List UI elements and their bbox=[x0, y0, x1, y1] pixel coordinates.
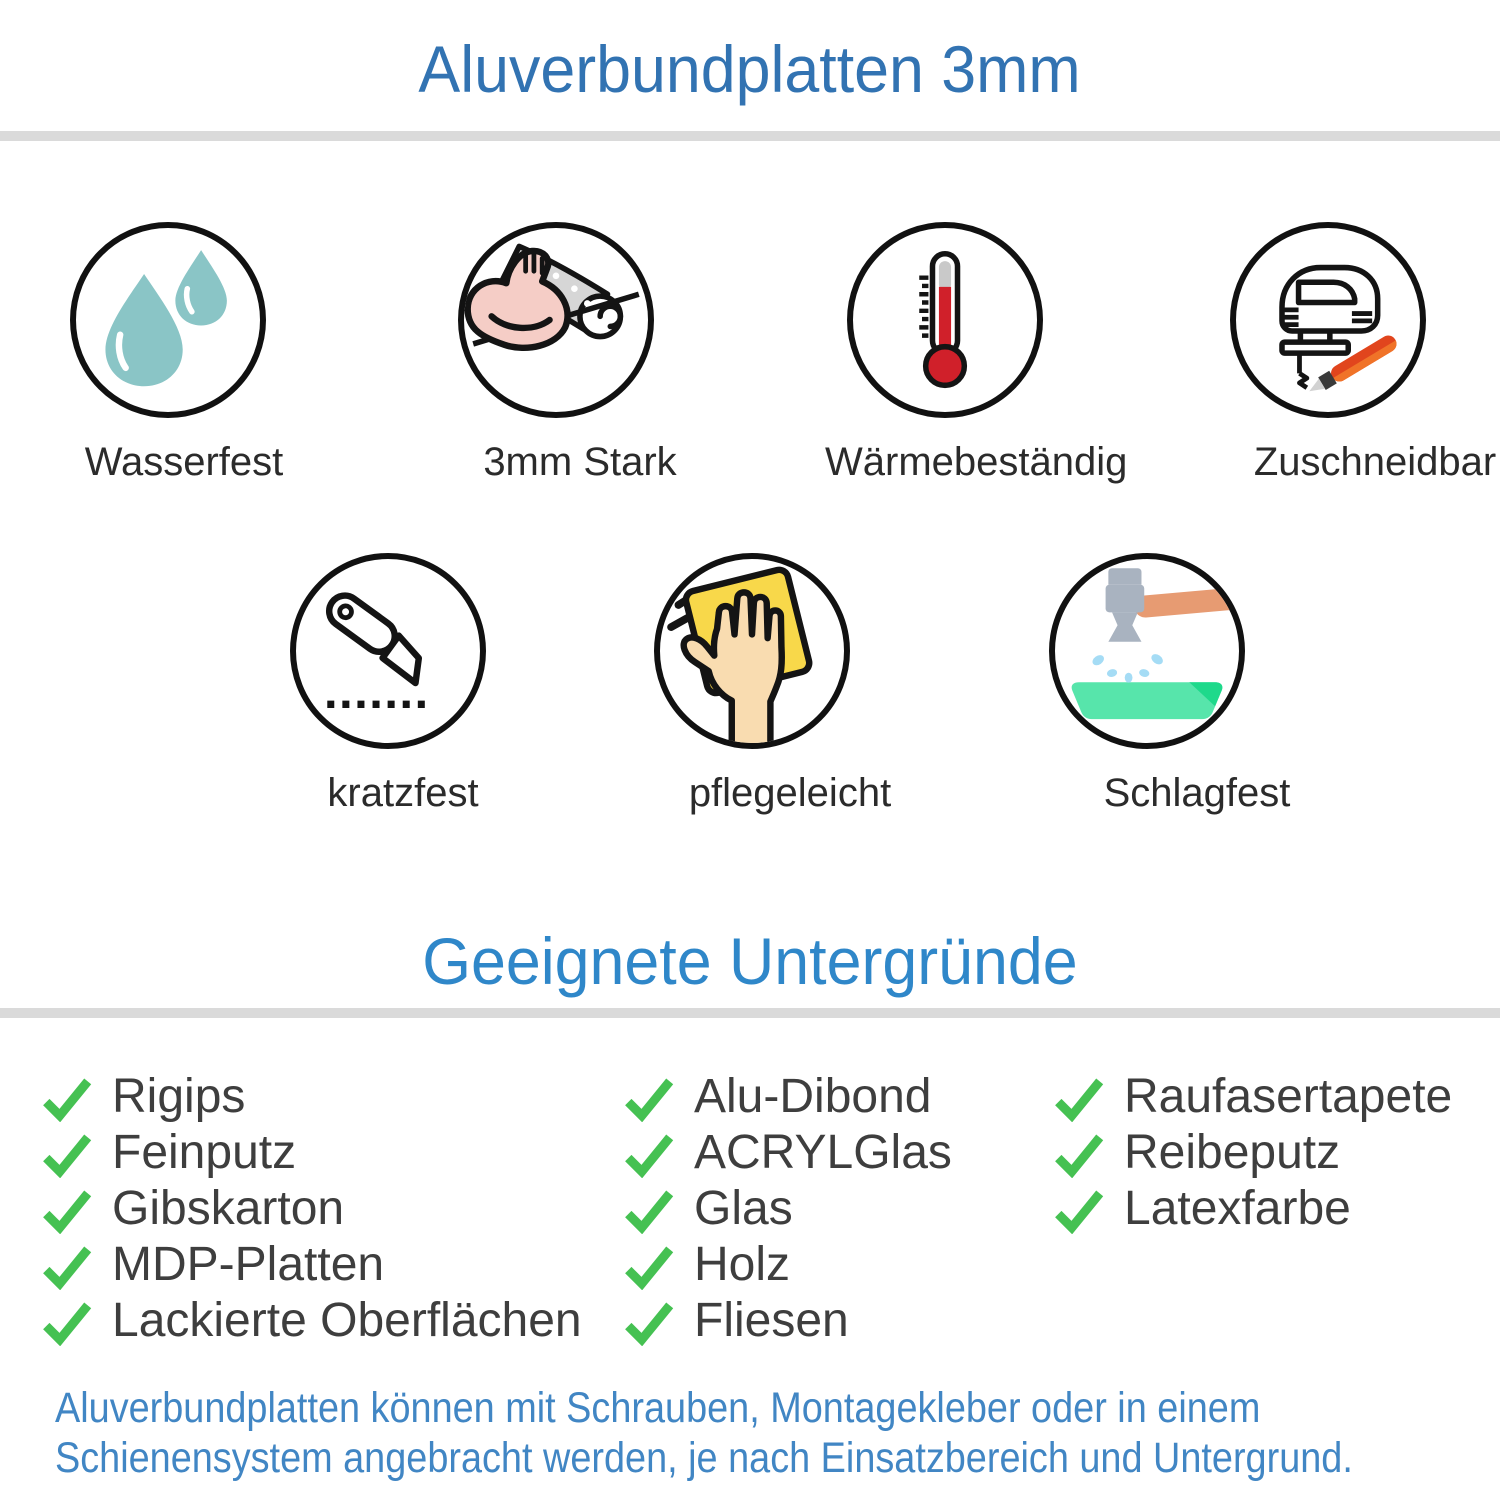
list-item-label: Lackierte Oberflächen bbox=[112, 1293, 582, 1347]
hammer-icon bbox=[1055, 559, 1239, 743]
feature-label: Wasserfest bbox=[84, 440, 284, 484]
list-item-label: Fliesen bbox=[694, 1293, 849, 1347]
list-item bbox=[622, 1068, 952, 1124]
mounting-note bbox=[55, 1383, 1500, 1483]
list-item-label: Rigips bbox=[112, 1069, 246, 1123]
list-item-label: Holz bbox=[694, 1237, 791, 1291]
feature-wasserfest bbox=[18, 222, 318, 485]
page-title-text: Aluverbundplatten 3mm bbox=[418, 32, 1082, 106]
check-icon bbox=[622, 1187, 676, 1234]
check-icon bbox=[622, 1299, 676, 1346]
utility-knife-icon bbox=[296, 559, 480, 743]
substrate-column-1 bbox=[40, 1068, 582, 1348]
list-item-label: ACRYLGlas bbox=[694, 1125, 952, 1179]
jigsaw-cutter-icon bbox=[1236, 228, 1420, 412]
mounting-note-line1: Aluverbundplatten können mit Schrauben, Montagekleber oder in einem bbox=[55, 1384, 1261, 1432]
water-drops-icon bbox=[76, 228, 260, 412]
list-item bbox=[40, 1236, 582, 1292]
list-item-label: Raufasertapete bbox=[1124, 1069, 1453, 1123]
divider bbox=[0, 1008, 1500, 1018]
substrate-column-2 bbox=[622, 1068, 952, 1348]
water-drops-icon bbox=[70, 222, 266, 418]
utility-knife-icon bbox=[290, 553, 486, 749]
feature-label: Wärmebeständig bbox=[825, 440, 1128, 484]
list-item bbox=[40, 1180, 582, 1236]
page-title bbox=[0, 34, 1500, 104]
section-title-text: Geeignete Untergründe bbox=[422, 924, 1078, 998]
muscle-arm-icon bbox=[464, 228, 648, 412]
list-item-label: Gibskarton bbox=[112, 1181, 345, 1235]
list-item bbox=[622, 1292, 952, 1348]
list-item bbox=[40, 1292, 582, 1348]
check-icon bbox=[40, 1299, 94, 1346]
feature-waermebestaendig bbox=[795, 222, 1128, 485]
check-icon bbox=[622, 1131, 676, 1178]
list-item-label: MDP-Platten bbox=[112, 1237, 385, 1291]
check-icon bbox=[40, 1131, 94, 1178]
mounting-note-line2: Schienensystem angebracht werden, je nach Einsatzbereich und Untergrund. bbox=[55, 1434, 1353, 1482]
feature-label: 3mm Stark bbox=[483, 440, 677, 484]
substrate-column-3 bbox=[1052, 1068, 1452, 1236]
feature-label: pflegeleicht bbox=[688, 771, 892, 815]
check-icon bbox=[1052, 1075, 1106, 1122]
list-item bbox=[1052, 1180, 1452, 1236]
feature-3mm-stark bbox=[406, 222, 706, 485]
check-icon bbox=[1052, 1131, 1106, 1178]
check-icon bbox=[40, 1243, 94, 1290]
hammer-icon bbox=[1049, 553, 1245, 749]
list-item bbox=[40, 1124, 582, 1180]
check-icon bbox=[622, 1075, 676, 1122]
list-item-label: Reibeputz bbox=[1124, 1125, 1341, 1179]
list-item-label: Alu-Dibond bbox=[694, 1069, 932, 1123]
list-item bbox=[1052, 1124, 1452, 1180]
thermometer-icon bbox=[853, 228, 1037, 412]
feature-kratzfest bbox=[238, 553, 538, 816]
jigsaw-cutter-icon bbox=[1230, 222, 1426, 418]
cleaning-hand-icon bbox=[660, 559, 844, 743]
feature-pflegeleicht bbox=[602, 553, 902, 816]
muscle-arm-icon bbox=[458, 222, 654, 418]
feature-label: Zuschneidbar bbox=[1253, 440, 1497, 484]
list-item bbox=[622, 1180, 952, 1236]
list-item-label: Latexfarbe bbox=[1124, 1181, 1351, 1235]
feature-schlagfest bbox=[997, 553, 1297, 816]
list-item bbox=[622, 1236, 952, 1292]
list-item bbox=[1052, 1068, 1452, 1124]
feature-label: kratzfest bbox=[327, 771, 479, 815]
section-title-untergruende bbox=[0, 926, 1500, 996]
list-item-label: Glas bbox=[694, 1181, 793, 1235]
check-icon bbox=[40, 1187, 94, 1234]
list-item bbox=[622, 1124, 952, 1180]
feature-label: Schlagfest bbox=[1103, 771, 1291, 815]
thermometer-icon bbox=[847, 222, 1043, 418]
list-item-label: Feinputz bbox=[112, 1125, 297, 1179]
cleaning-hand-icon bbox=[654, 553, 850, 749]
check-icon bbox=[622, 1243, 676, 1290]
divider bbox=[0, 131, 1500, 141]
check-icon bbox=[40, 1075, 94, 1122]
list-item bbox=[40, 1068, 582, 1124]
check-icon bbox=[1052, 1187, 1106, 1234]
feature-zuschneidbar bbox=[1178, 222, 1497, 485]
